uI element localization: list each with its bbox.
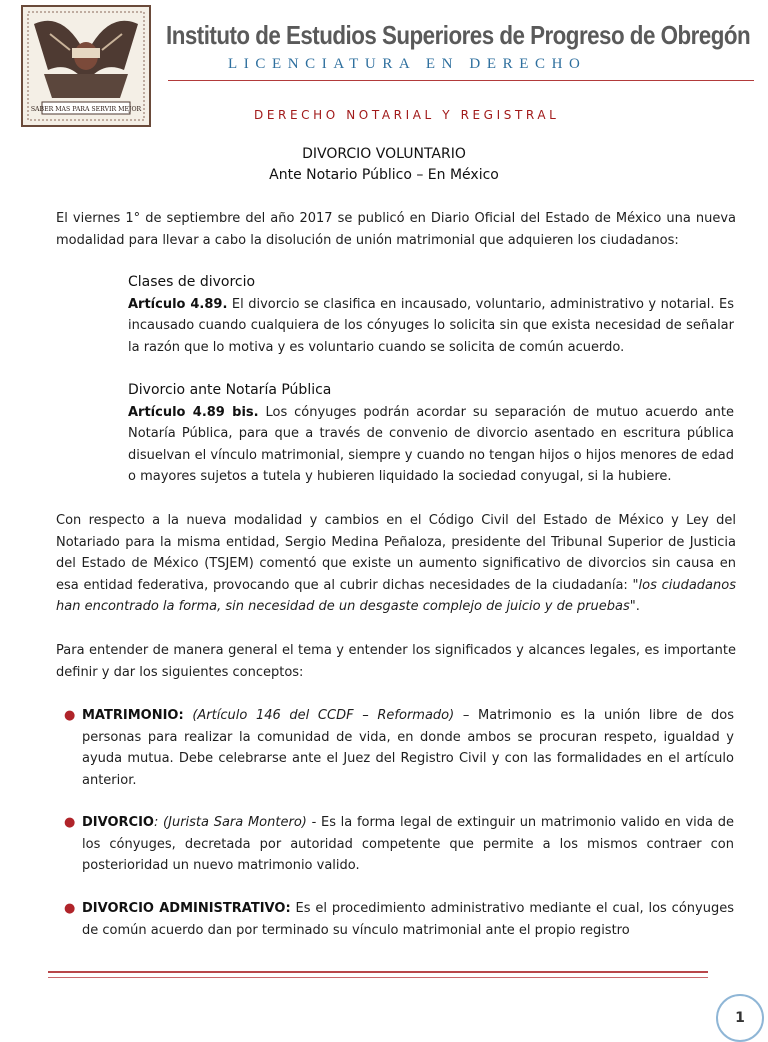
article-text: Los cónyuges podrán acordar su separación de mutuo acuerdo ante Notaría Pública, para que a través de convenio de divorcio asentado en escritura pública disuelvan el vínculo matrimonial, siempre y cuando no tengan hijos o hijos menores de edad o mayores sujetos a tutela y hubieren liquidado la sociedad conyugal, si la hubiere. (128, 404, 735, 484)
section-clases-divorcio (128, 272, 734, 358)
bullet-dot-icon: ● (64, 708, 76, 723)
section-heading: Clases de divorcio (128, 274, 256, 290)
respecto-quote: "los ciudadanos han encontrado la forma, sin necesidad de un desgaste complejo de juicio y de pruebas" (56, 577, 736, 614)
concept-term: DIVORCIO (82, 815, 154, 830)
concept-reference: (Artículo 146 del CCDF – Reformado) (183, 708, 455, 723)
concept-text: – Matrimonio es la unión libre de dos personas para realizar la comunidad de vida, en donde ambos se procuran respeto, igualdad y ayuda mutua. Debe celebrarse ante el Juez del Registro Civil y con las formalidades en el artículo anterior. (82, 708, 734, 788)
institute-logo (20, 4, 152, 128)
concept-term: MATRIMONIO: (82, 708, 184, 723)
concept-item (64, 898, 734, 941)
respecto-paragraph (56, 510, 736, 618)
institute-name: Instituto de Estudios Superiores de Progreso de Obregón (166, 20, 751, 50)
concept-item (64, 705, 734, 791)
bullet-dot-icon: ● (64, 901, 76, 916)
header-divider (168, 80, 754, 81)
article-number: Artículo 4.89 bis. (128, 404, 259, 420)
concept-item (64, 812, 734, 877)
program-name: LICENCIATURA EN DERECHO (228, 56, 587, 72)
footer-divider-thin (48, 977, 708, 978)
respecto-end: . (635, 599, 640, 614)
section-heading: Divorcio ante Notaría Pública (128, 382, 332, 398)
article-text: El divorcio se clasifica en incausado, voluntario, administrativo y notarial. Es incausado cuando cualquiera de los cónyuges lo solicita sin que exista necesidad de señalar la razón que lo motiva y es voluntario cuando se solicita de común acuerdo. (128, 296, 734, 355)
concept-reference: : (Jurista Sara Montero) (153, 815, 307, 830)
concept-text: Es el procedimiento administrativo mediante el cual, los cónyuges de común acuerdo dan por terminado su vínculo matrimonial ante el propio registro (82, 901, 734, 938)
article-number: Artículo 4.89. (128, 296, 228, 312)
entender-paragraph: Para entender de manera general el tema y entender los significados y alcances legales, es importante definir y dar los siguientes conceptos: (56, 643, 736, 680)
intro-paragraph: El viernes 1° de septiembre del año 2017 se publicó en Diario Oficial del Estado de México una nueva modalidad para llevar a cabo la disolución de unión matrimonial que adquieren los ciudadanos: (56, 211, 736, 248)
document-subtitle: Ante Notario Público – En México (269, 167, 499, 183)
concept-text: - Es la forma legal de extinguir un matrimonio valido en vida de los cónyuges, decretada por autoridad competente que permite a los mismos contraer con posterioridad un nuevo matrimonio valido. (82, 815, 734, 873)
footer-divider (48, 971, 708, 973)
respecto-text: Con respecto a la nueva modalidad y cambios en el Código Civil del Estado de México y Ley del Notariado para la misma entidad, Sergio Medina Peñaloza, presidente del Tribunal Superior de Justicia del Estado de México (TSJEM) comentó que existe un aumento significativo de divorcios sin causa en esa entidad federativa, provocando que al cubrir dichas necesidades de la ciudadanía: (56, 513, 736, 593)
page-number: 1 (716, 994, 764, 1042)
section-divorcio-notaria (128, 380, 734, 488)
logo-motto: SABER MAS PARA SERVIR MEJOR (30, 106, 142, 113)
document-title: DIVORCIO VOLUNTARIO (302, 146, 466, 162)
bullet-dot-icon: ● (64, 815, 76, 830)
concept-term: DIVORCIO ADMINISTRATIVO: (82, 901, 291, 916)
course-name: DERECHO NOTARIAL Y REGISTRAL (254, 108, 560, 122)
